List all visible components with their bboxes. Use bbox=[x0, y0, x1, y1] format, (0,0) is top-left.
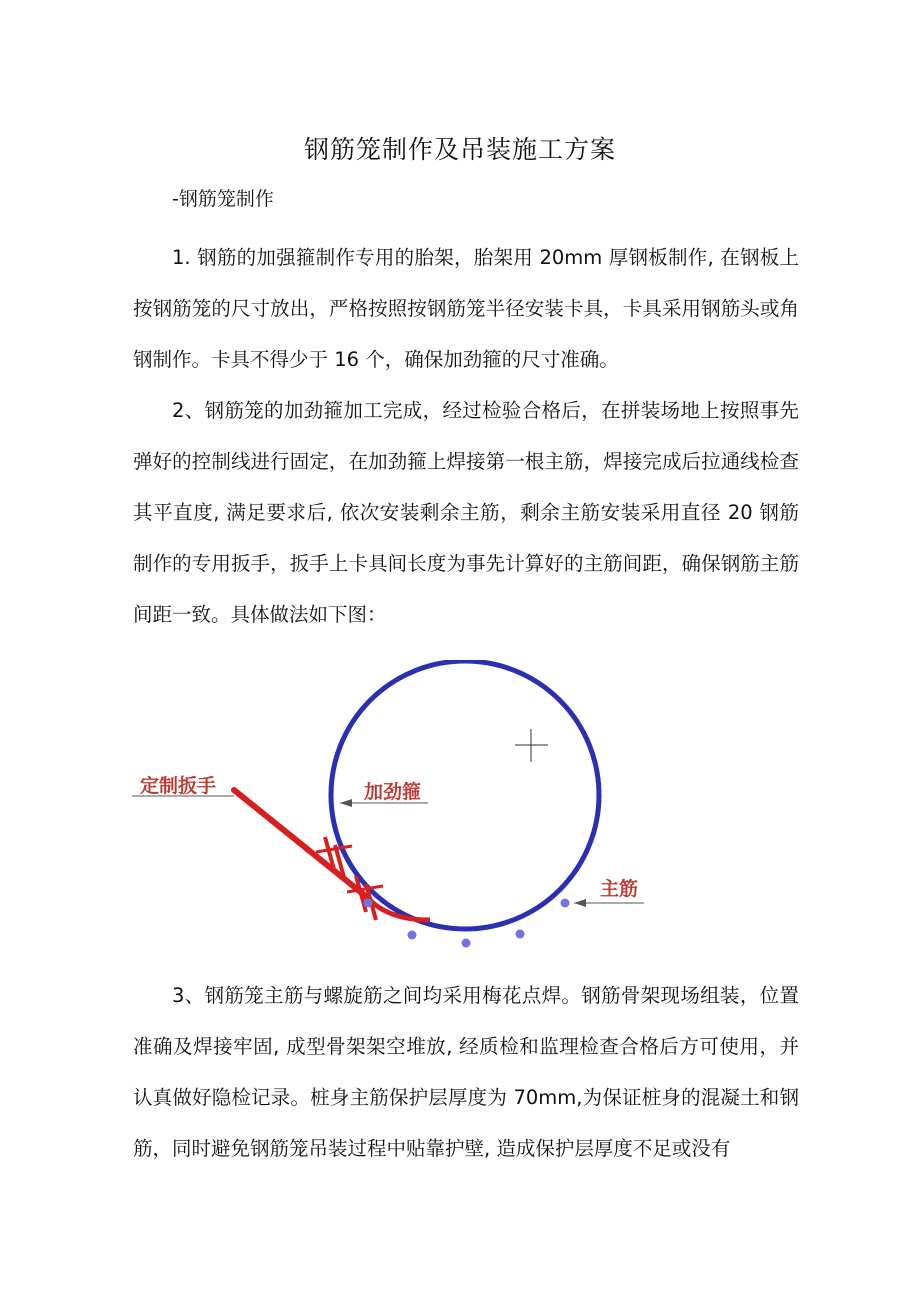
paragraph-2: 2、钢筋笼的加劲箍加工完成，经过检验合格后，在拼装场地上按照事先弹好的控制线进行固定，在加劲箍上焊接第一根主筋，焊接完成后拉通线检查其平直度, 满足要求后, 依次安装剩余主筋，剩余主筋安装采用直径 20 钢筋制作的专用扳手，扳手上卡具间长度为事先计算好的主筋间距，确保钢筋主筋间距一致。具体做法如下图： bbox=[133, 399, 799, 626]
main-bar-arrow bbox=[574, 899, 586, 907]
page-title: 钢筋笼制作及吊装施工方案 bbox=[303, 135, 616, 164]
paragraph-1: 1. 钢筋的加强箍制作专用的胎架，胎架用 20mm 厚钢板制作, 在钢板上按钢筋笼的尺寸放出，严格按照按钢筋笼半径安装卡具，卡具采用钢筋头或角钢制作。卡具不得少于 16 个，确保加劲箍的尺寸准确。 bbox=[133, 246, 799, 371]
stiffener-arrow bbox=[340, 799, 352, 807]
paragraph-3: 3、钢筋笼主筋与螺旋筋之间均采用梅花点焊。钢筋骨架现场组装，位置准确及焊接牢固, 成型骨架架空堆放, 经质检和监理检查合格后方可使用，并认真做好隐检记录。桩身主筋保护层厚度为 70mm,为保证桩身的混凝土和钢筋，同时避免钢筋笼吊装过程中贴靠护壁, 造成保护层厚度不足或没有 bbox=[133, 984, 799, 1160]
figure-drawing bbox=[130, 660, 650, 955]
label-wrench: 定制扳手 bbox=[140, 775, 217, 797]
main-bar-dot bbox=[364, 899, 373, 908]
main-bar-dot bbox=[516, 930, 525, 939]
main-bar-dot bbox=[408, 931, 417, 940]
rebar-cage-figure bbox=[130, 660, 650, 955]
main-bar-dot bbox=[462, 939, 471, 948]
main-bar-dot bbox=[561, 899, 570, 908]
section-heading: -钢筋笼制作 bbox=[172, 188, 274, 210]
label-stiffener: 加劲箍 bbox=[364, 781, 422, 803]
label-main-bar: 主筋 bbox=[600, 878, 639, 900]
